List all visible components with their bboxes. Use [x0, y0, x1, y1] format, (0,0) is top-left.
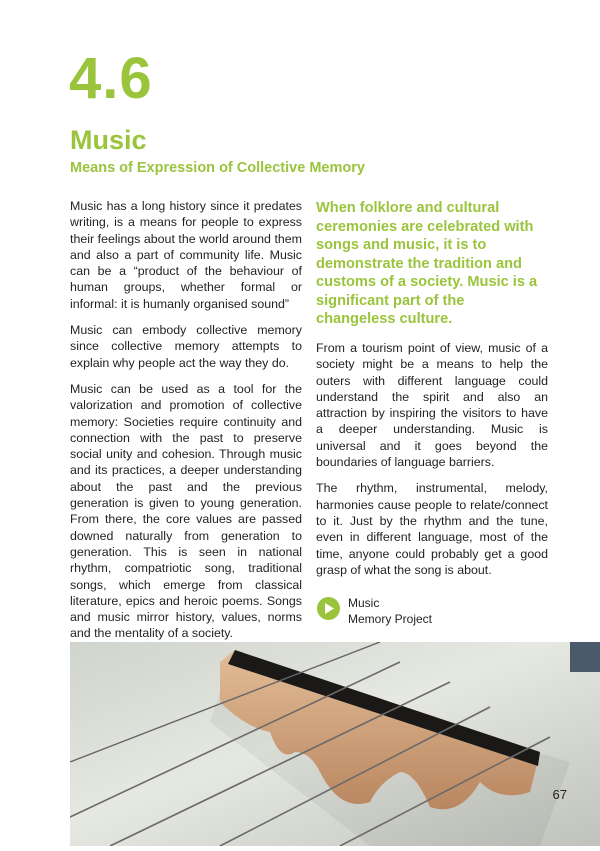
page-number: 67 — [552, 787, 567, 802]
media-link-text[interactable] — [348, 595, 432, 627]
play-icon[interactable] — [317, 597, 340, 620]
section-title: Music — [70, 125, 147, 155]
paragraph: From a tourism point of view, music of a society might be a means to help the outers with different language could understand the spirit and also an attraction by inspiring the visitors to have a deeper understanding. Music is universal and it goes beyond the boundaries of language barriers. — [316, 341, 548, 470]
media-link-line1: Music — [348, 596, 380, 610]
banjo-bridge-photo — [70, 642, 600, 846]
media-link-line2: Memory Project — [348, 612, 433, 626]
section-number: 4.6 — [69, 46, 153, 111]
media-link[interactable] — [317, 595, 432, 627]
left-column — [70, 198, 302, 652]
paragraph: Music has a long history since it predates writing, is a means for people to express their feelings about the world around them and also a part of community life. Music can be a “product of the behaviour of human groups, whether formal or informal: it is humanly organised sound” — [70, 199, 302, 311]
paragraph: The rhythm, instrumental, melody, harmonies cause people to relate/connect to it. Just by the rhythm and the tune, even in different language, most of the time, anyone could probably get a good grasp of what the song is about. — [316, 481, 548, 577]
section-subtitle: Means of Expression of Collective Memory — [70, 160, 365, 176]
paragraph: Music can embody collective memory since collective memory attempts to explain why people act the way they do. — [70, 323, 302, 370]
pull-quote: When folklore and cultural ceremonies are celebrated with songs and music, it is to demonstrate the tradition and customs of a society. Music is a significant part of the changeless culture. — [316, 200, 538, 327]
right-column — [316, 340, 548, 588]
paragraph: Music can be used as a tool for the valorization and promotion of collective memory: Societies require continuity and connection with the past to preserve social unity and cohesion. Through music and its practices, a deeper understanding about the past and the previous generation is given to young generation. From there, the core values are passed downed naturally from generation to generation. This is seen in national rhythm, compatriotic song, traditional songs, which emerge from classical literature, epics and heroic poems. Songs and music mirror history, values, norms and the mentality of a society. — [70, 381, 302, 641]
